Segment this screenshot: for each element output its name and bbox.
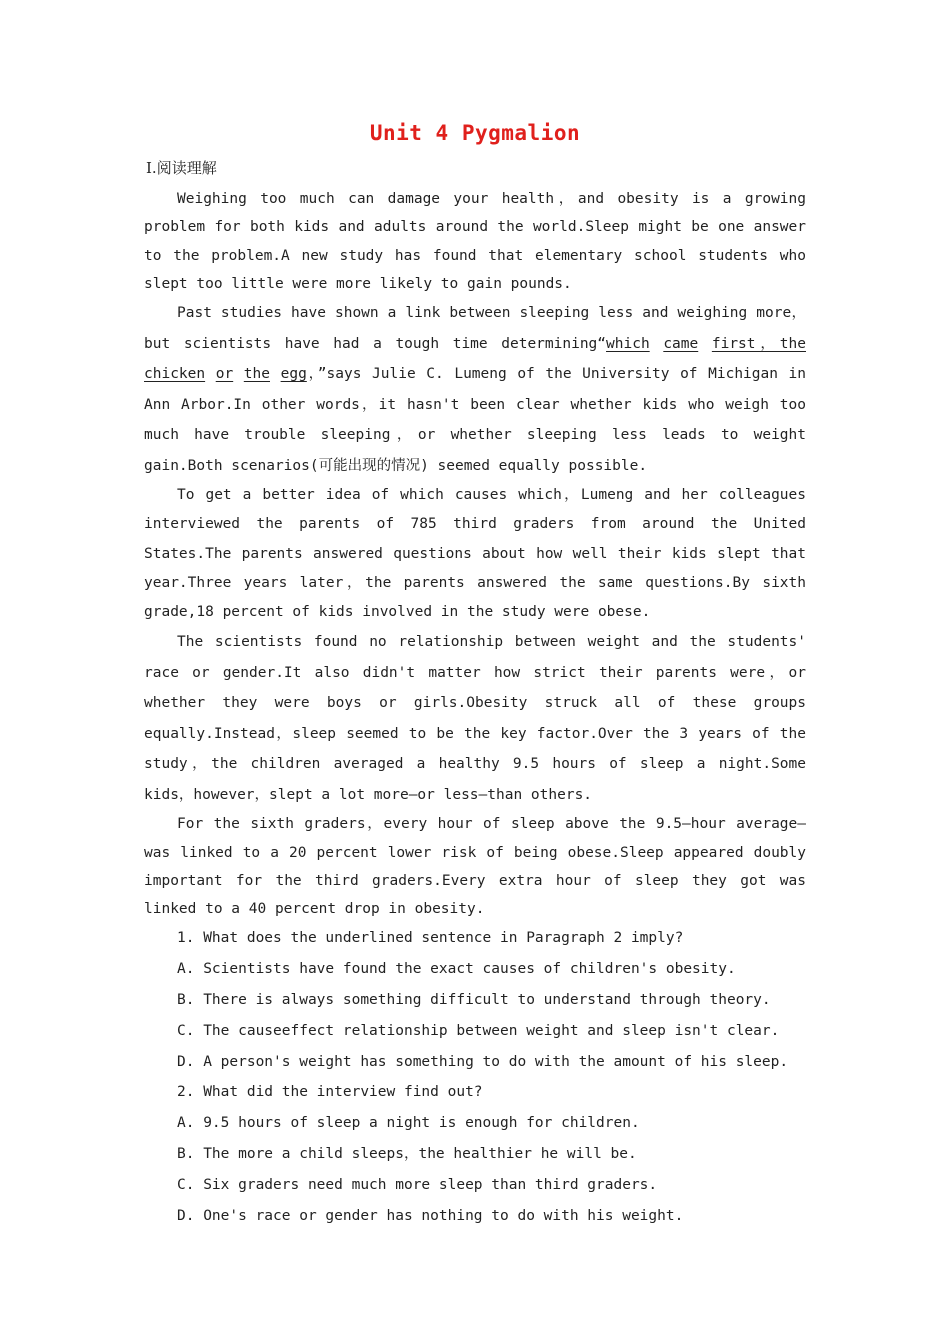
section-heading: Ⅰ.阅读理解	[146, 159, 217, 177]
paragraph-1: Weighing too much can damage your health，and obesity is a growing problem for both kids and adults around the world.Sleep might be one answer to the problem.A new study has found that elementary school students who slept too little were more likely to gain pounds.	[144, 191, 806, 292]
paragraph-2-lead: Past studies have shown a link between sleeping less and weighing more，but scientists have had a tough time determining“	[144, 305, 806, 352]
paragraph-2	[144, 298, 806, 481]
question-stem: 1. What does the underlined sentence in Paragraph 2 imply?	[177, 930, 684, 947]
option-d: D. A person's weight has something to do with the amount of his sleep.	[177, 1053, 789, 1070]
option-b: B. There is always something difficult to understand through theory.	[177, 991, 771, 1008]
option-b: B. The more a child sleeps，the healthier he will be.	[177, 1145, 637, 1162]
question-stem: 2. What did the interview find out?	[177, 1084, 483, 1101]
underlined-word: came	[663, 335, 699, 352]
paragraph-4: The scientists found no relationship between weight and the students' race or gender.It also didn't matter how strict their parents were，or whether they were boys or girls.Obesity struck all of these groups equally.Instead，sleep seemed to be the key factor.Over the 3 years of the study，the children averaged a healthy 9.5 hours of sleep a night.Some kids，however，slept a lot more—or less—than others.	[144, 634, 806, 803]
paragraph-3: To get a better idea of which causes which，Lumeng and her colleagues interviewed the parents of 785 third graders from around the United States.The parents answered questions about how well their kids slept that year.Three years later，the parents answered the same questions.By sixth grade,18 percent of kids involved in the study were obese.	[144, 487, 806, 620]
underlined-word: the	[243, 366, 270, 383]
passage	[144, 185, 806, 1231]
paragraph-5: For the sixth graders，every hour of sleep above the 9.5—hour average—was linked to a 20 percent lower risk of being obese.Sleep appeared doubly important for the third graders.Every extra hour of sleep they got was linked to a 40 percent drop in obesity.	[144, 816, 806, 918]
underlined-word: which	[606, 335, 650, 352]
underlined-word: or	[215, 366, 234, 383]
question-1	[144, 923, 806, 1077]
option-c: C. The causeeffect relationship between weight and sleep isn't clear.	[177, 1022, 780, 1039]
option-a: A. Scientists have found the exact causes of children's obesity.	[177, 961, 736, 978]
question-2	[144, 1077, 806, 1231]
underlined-word: egg	[280, 366, 307, 383]
option-c: C. Six graders need much more sleep than third graders.	[177, 1176, 658, 1193]
underlined-word: first，the	[711, 335, 806, 352]
page-title: Unit 4 Pygmalion	[369, 121, 581, 145]
option-d: D. One's race or gender has nothing to do with his weight.	[177, 1207, 684, 1224]
paragraph-2-rest: ，”says Julie C. Lumeng of the University of Michigan in Ann Arbor.In other words，it hasn't been clear whether kids who weigh too much have trouble sleeping，or whether sleeping less leads to weight gain.Both scenarios(可能出现的情况) seemed equally possible.	[144, 366, 807, 474]
option-a: A. 9.5 hours of sleep a night is enough for children.	[177, 1115, 640, 1132]
underlined-word: chicken	[144, 366, 206, 383]
